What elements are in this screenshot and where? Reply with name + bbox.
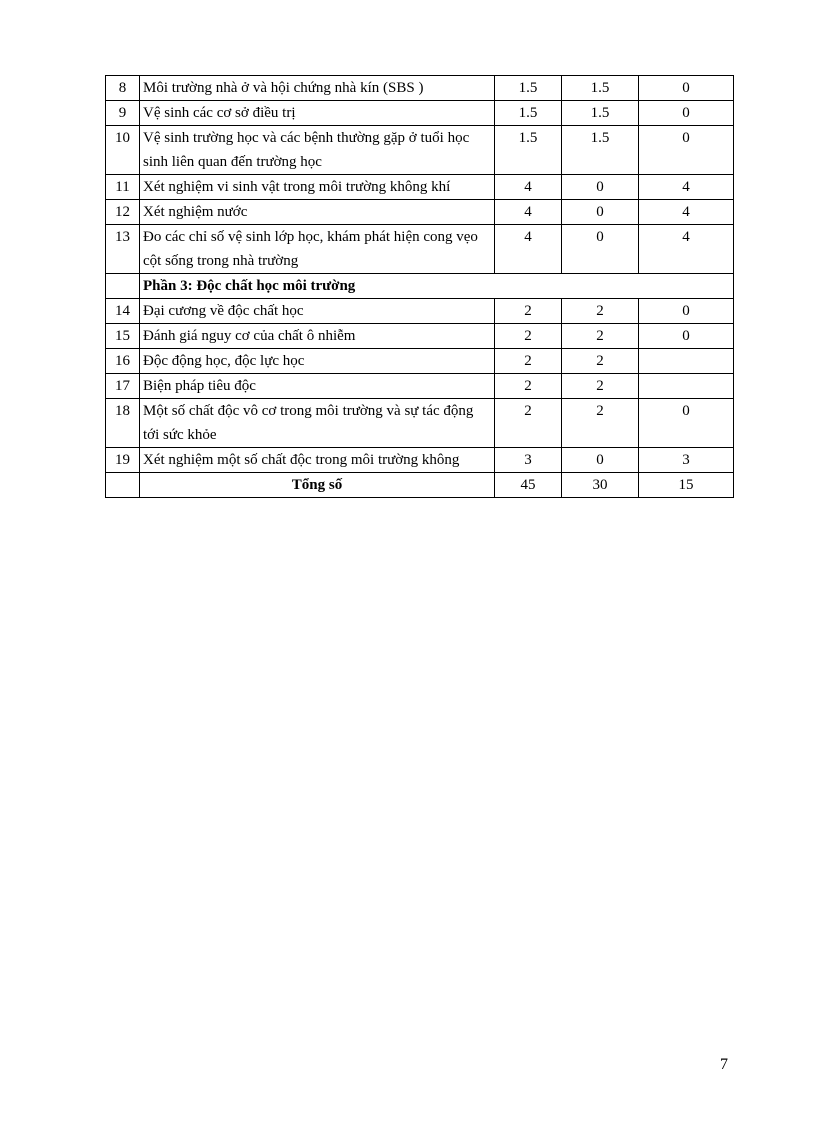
row-number: 8 <box>106 76 140 101</box>
row-title: Xét nghiệm vi sinh vật trong môi trường không khí <box>140 175 495 200</box>
row-number: 16 <box>106 349 140 374</box>
table-row <box>106 200 734 225</box>
table-row <box>106 175 734 200</box>
table-row <box>106 299 734 324</box>
row-practice-hours: 0 <box>639 101 734 126</box>
row-number: 13 <box>106 225 140 274</box>
row-title: Xét nghiệm một số chất độc trong môi trường không <box>140 448 495 473</box>
row-title: Xét nghiệm nước <box>140 200 495 225</box>
table-row <box>106 225 734 274</box>
table-row <box>106 76 734 101</box>
practice-hours-sum: 15 <box>639 473 734 498</box>
row-number: 17 <box>106 374 140 399</box>
row-total-hours: 2 <box>495 374 562 399</box>
section-number-cell <box>106 274 140 299</box>
row-number: 19 <box>106 448 140 473</box>
row-total-hours: 4 <box>495 200 562 225</box>
row-theory-hours: 2 <box>562 299 639 324</box>
row-theory-hours: 2 <box>562 349 639 374</box>
row-number: 15 <box>106 324 140 349</box>
row-total-hours: 2 <box>495 399 562 448</box>
theory-hours-sum: 30 <box>562 473 639 498</box>
row-practice-hours: 4 <box>639 225 734 274</box>
row-title: Biện pháp tiêu độc <box>140 374 495 399</box>
row-total-hours: 1.5 <box>495 101 562 126</box>
row-total-hours: 3 <box>495 448 562 473</box>
row-number: 14 <box>106 299 140 324</box>
row-theory-hours: 2 <box>562 399 639 448</box>
row-theory-hours: 0 <box>562 225 639 274</box>
table-row <box>106 126 734 175</box>
table-row <box>106 399 734 448</box>
total-hours-sum: 45 <box>495 473 562 498</box>
table-row <box>106 374 734 399</box>
table-row <box>106 324 734 349</box>
row-theory-hours: 0 <box>562 200 639 225</box>
row-total-hours: 1.5 <box>495 126 562 175</box>
row-title: Đại cương về độc chất học <box>140 299 495 324</box>
row-title: Đo các chỉ số vệ sinh lớp học, khám phát hiện cong vẹo cột sống trong nhà trường <box>140 225 495 274</box>
row-title: Vệ sinh trường học và các bệnh thường gặp ở tuổi học sinh liên quan đến trường học <box>140 126 495 175</box>
row-practice-hours: 4 <box>639 200 734 225</box>
row-theory-hours: 2 <box>562 374 639 399</box>
row-practice-hours: 4 <box>639 175 734 200</box>
row-title: Môi trường nhà ở và hội chứng nhà kín (SBS ) <box>140 76 495 101</box>
row-title: Vệ sinh các cơ sở điều trị <box>140 101 495 126</box>
table-row <box>106 448 734 473</box>
row-title: Độc động học, độc lực học <box>140 349 495 374</box>
row-total-hours: 1.5 <box>495 76 562 101</box>
row-total-hours: 2 <box>495 299 562 324</box>
row-title: Đánh giá nguy cơ của chất ô nhiễm <box>140 324 495 349</box>
total-row <box>106 473 734 498</box>
total-label: Tổng số <box>140 473 495 498</box>
row-theory-hours: 1.5 <box>562 126 639 175</box>
row-total-hours: 2 <box>495 324 562 349</box>
row-practice-hours: 0 <box>639 399 734 448</box>
row-theory-hours: 0 <box>562 175 639 200</box>
row-total-hours: 4 <box>495 225 562 274</box>
section-row <box>106 274 734 299</box>
row-practice-hours <box>639 349 734 374</box>
row-practice-hours <box>639 374 734 399</box>
row-theory-hours: 1.5 <box>562 76 639 101</box>
row-number: 9 <box>106 101 140 126</box>
syllabus-table <box>105 75 734 498</box>
row-practice-hours: 0 <box>639 76 734 101</box>
table-row <box>106 349 734 374</box>
row-number: 11 <box>106 175 140 200</box>
row-practice-hours: 0 <box>639 299 734 324</box>
page-number: 7 <box>720 1056 728 1073</box>
row-title: Một số chất độc vô cơ trong môi trường và sự tác động tới sức khỏe <box>140 399 495 448</box>
row-practice-hours: 0 <box>639 324 734 349</box>
row-theory-hours: 2 <box>562 324 639 349</box>
row-total-hours: 2 <box>495 349 562 374</box>
row-number: 18 <box>106 399 140 448</box>
total-number-cell <box>106 473 140 498</box>
row-total-hours: 4 <box>495 175 562 200</box>
row-number: 12 <box>106 200 140 225</box>
row-practice-hours: 0 <box>639 126 734 175</box>
table-row <box>106 101 734 126</box>
row-practice-hours: 3 <box>639 448 734 473</box>
row-theory-hours: 1.5 <box>562 101 639 126</box>
syllabus-table-body <box>106 76 734 498</box>
row-number: 10 <box>106 126 140 175</box>
section-title: Phần 3: Độc chất học môi trường <box>140 274 734 299</box>
row-theory-hours: 0 <box>562 448 639 473</box>
